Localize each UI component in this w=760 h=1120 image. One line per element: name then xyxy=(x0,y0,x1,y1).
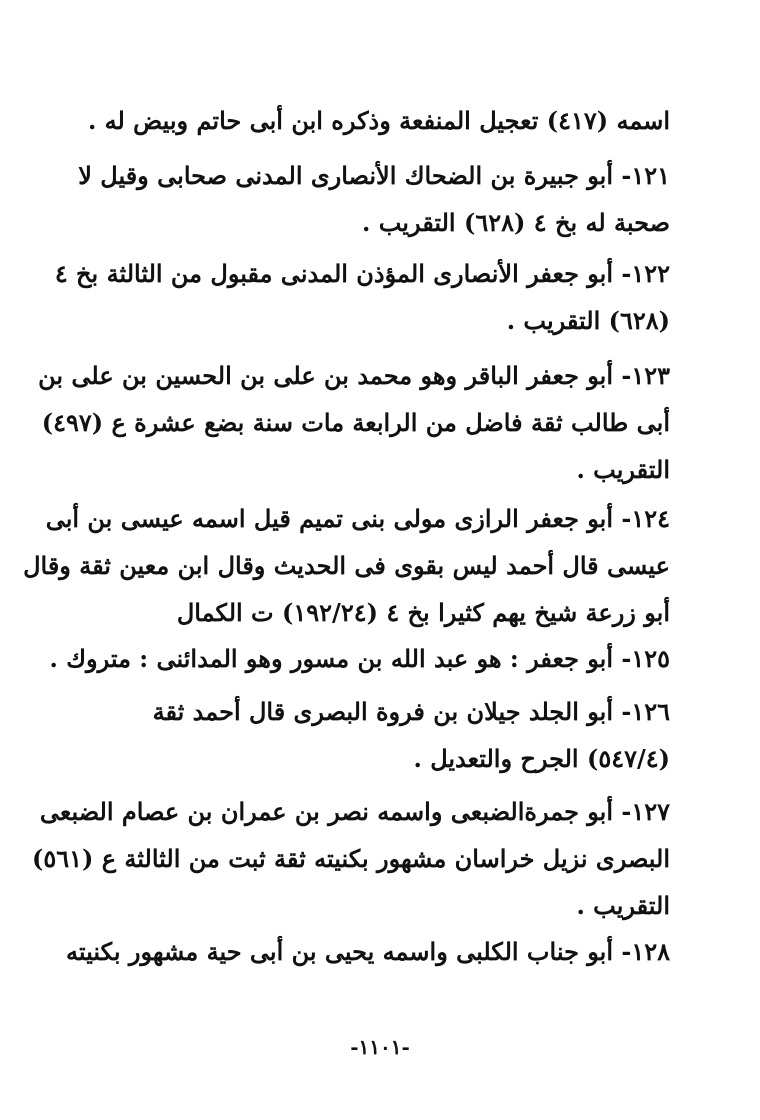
text-line: التقريب . xyxy=(576,455,670,484)
entry-126 xyxy=(70,688,670,782)
text-line: ١٢٦- أبو الجلد جيلان بن فروة البصرى قال أحمد ثقة xyxy=(152,697,670,726)
text-line: البصرى نزيل خراسان مشهور بكنيته ثقة ثبت من الثالثة ع (٥٦١) xyxy=(32,844,670,873)
text-line: ١٢٢- أبو جعفر الأنصارى المؤذن المدنى مقبول من الثالثة بخ ٤ xyxy=(54,259,670,288)
entry-127 xyxy=(32,788,670,929)
entry-124 xyxy=(23,495,670,636)
text-line: التقريب . xyxy=(576,891,670,920)
text-line: ١٢٨- أبو جناب الكلبى واسمه يحيى بن أبى حية مشهور بكنيته xyxy=(66,937,670,966)
page-number: -١١٠١- xyxy=(350,1035,410,1059)
text-line: أبى طالب ثقة فاضل من الرابعة مات سنة بضع عشرة ع (٤٩٧) xyxy=(41,408,670,437)
text-line: أبو زرعة شيخ يهم كثيرا بخ ٤ (١٩٢/٢٤) ت الكمال xyxy=(176,598,670,627)
text-line: ١٢٥- أبو جعفر : هو عبد الله بن مسور وهو المدائنى : متروك . xyxy=(49,644,670,673)
text-line: ١٢٣- أبو جعفر الباقر وهو محمد بن على بن الحسين بن على بن xyxy=(38,361,670,390)
text-line: عيسى قال أحمد ليس بقوى فى الحديث وقال ابن معين ثقة وقال xyxy=(23,551,670,580)
entry-122 xyxy=(54,250,670,344)
text-line: (٥٤٧/٤) الجرح والتعديل . xyxy=(413,744,670,773)
entry-123 xyxy=(38,352,670,493)
text-line: (٦٢٨) التقريب . xyxy=(506,306,670,335)
entry-128 xyxy=(66,928,670,975)
text-line: ١٢١- أبو جبيرة بن الضحاك الأنصارى المدنى صحابى وقيل لا xyxy=(78,161,670,190)
text-line: صحبة له بخ ٤ (٦٢٨) التقريب . xyxy=(362,208,670,237)
entry-121 xyxy=(70,152,670,246)
text-line: ١٢٧- أبو جمرةالضبعى واسمه نصر بن عمران بن عصام الضبعى xyxy=(39,797,670,826)
text-line: ١٢٤- أبو جعفر الرازى مولى بنى تميم قيل اسمه عيسى بن أبى xyxy=(45,504,670,533)
entry-125 xyxy=(49,635,670,682)
entry-0 xyxy=(70,97,670,144)
text-line: اسمه (٤١٧) تعجيل المنفعة وذكره ابن أبى حاتم وبيض له . xyxy=(87,106,670,135)
